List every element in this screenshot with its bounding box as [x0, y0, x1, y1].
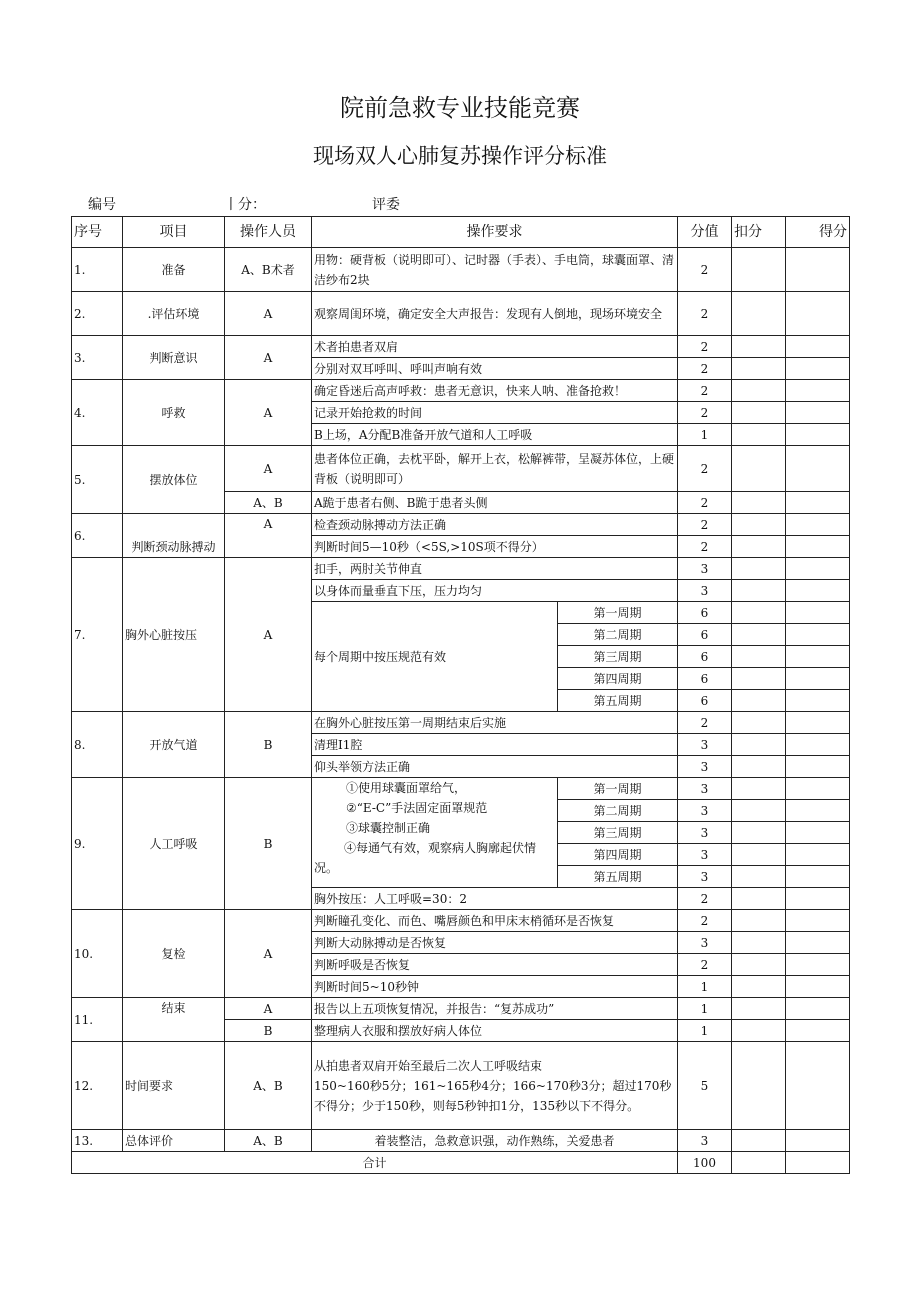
- item-cell: 时间要求: [123, 1042, 225, 1130]
- total-row: [72, 1152, 850, 1174]
- score-cell[interactable]: [786, 492, 850, 514]
- points-cell: 2: [678, 380, 732, 402]
- operator-cell: A: [225, 380, 312, 446]
- deduct-cell[interactable]: [732, 1042, 786, 1130]
- breathing-steps-cell: [312, 778, 558, 888]
- requirement-cell: 以身体而量垂直下压，压力均匀: [312, 580, 678, 602]
- deduct-cell[interactable]: [732, 536, 786, 558]
- breathing-step: ②“E-C”手法固定面罩规范: [346, 801, 488, 815]
- cycle-cell: 第一周期: [558, 778, 678, 800]
- requirement-cell: 判断瞳孔变化、而色、嘴唇颜色和甲床末梢循环是否恢复: [312, 910, 678, 932]
- item-cell: 开放气道: [123, 712, 225, 778]
- deduct-cell[interactable]: [732, 756, 786, 778]
- requirement-cell: 整理病人衣服和摆放好病人体位: [312, 1020, 678, 1042]
- points-cell: 2: [678, 292, 732, 336]
- requirement-cell: 观察周闺环境，确定安全大声报告：发现有人倒地，现场环境安全: [312, 292, 678, 336]
- points-cell: 3: [678, 800, 732, 822]
- score-cell[interactable]: [786, 1042, 850, 1130]
- header-score: 得分: [786, 217, 850, 248]
- requirement-cell: 清理I1腔: [312, 734, 678, 756]
- points-cell: 1: [678, 424, 732, 446]
- cycle-cell: 第四周期: [558, 844, 678, 866]
- time-requirement-line: 从拍患者双肩开始至最后二次人工呼吸结束: [314, 1058, 543, 1073]
- item-cell: 胸外心脏按压: [123, 558, 225, 712]
- requirement-cell: 患者体位正确，去枕平卧，解开上衣，松解裤带，呈凝苏体位，上硬背板（说明即可）: [312, 446, 678, 492]
- score-cell[interactable]: [786, 800, 850, 822]
- score-label: 丨分：: [224, 197, 266, 213]
- deduct-cell[interactable]: [732, 954, 786, 976]
- deduct-cell[interactable]: [732, 492, 786, 514]
- score-cell[interactable]: [786, 292, 850, 336]
- requirement-cell: 检查颈动脉搏动方法正确: [312, 514, 678, 536]
- table-row: [72, 446, 850, 492]
- points-cell: 6: [678, 624, 732, 646]
- total-points: 100: [678, 1152, 732, 1174]
- item-cell: 准备: [123, 248, 225, 292]
- operator-cell: B: [225, 712, 312, 778]
- cycle-cell: 第一周期: [558, 602, 678, 624]
- deduct-cell[interactable]: [732, 248, 786, 292]
- points-cell: 5: [678, 1042, 732, 1130]
- total-label: 合计: [72, 1152, 678, 1174]
- requirement-cell: 术者拍患者双肩: [312, 336, 678, 358]
- operator-cell: B: [225, 778, 312, 910]
- seq-cell: 12.: [72, 1042, 123, 1130]
- deduct-cell[interactable]: [732, 932, 786, 954]
- seq-cell: 2.: [72, 292, 123, 336]
- header-points: 分值: [678, 217, 732, 248]
- score-cell[interactable]: [786, 624, 850, 646]
- score-cell[interactable]: [786, 822, 850, 844]
- item-cell: 总体评价: [123, 1130, 225, 1152]
- cycle-cell: 第三周期: [558, 822, 678, 844]
- score-cell[interactable]: [786, 734, 850, 756]
- table-row: [72, 778, 850, 800]
- points-cell: 3: [678, 580, 732, 602]
- seq-cell: 8.: [72, 712, 123, 778]
- requirement-cell: 判断时间5—10秒（<5S,>10S项不得分）: [312, 536, 678, 558]
- points-cell: 3: [678, 778, 732, 800]
- operator-cell: B: [225, 1020, 312, 1042]
- seq-cell: 9.: [72, 778, 123, 910]
- score-cell[interactable]: [786, 712, 850, 734]
- points-cell: 2: [678, 514, 732, 536]
- requirement-cell: [312, 1042, 678, 1130]
- points-cell: 6: [678, 668, 732, 690]
- header-row: [72, 217, 850, 248]
- cycle-cell: 第五周期: [558, 690, 678, 712]
- cycle-cell: 第五周期: [558, 866, 678, 888]
- operator-cell: A: [225, 514, 312, 558]
- deduct-cell[interactable]: [732, 800, 786, 822]
- seq-cell: 3.: [72, 336, 123, 380]
- score-cell[interactable]: [786, 976, 850, 998]
- operator-cell: A: [225, 998, 312, 1020]
- item-cell: 摆放体位: [123, 446, 225, 514]
- header-deduct: 扣分: [732, 217, 786, 248]
- requirement-cell: 在胸外心脏按压第一周期结束后实施: [312, 712, 678, 734]
- points-cell: 2: [678, 712, 732, 734]
- score-cell[interactable]: [786, 336, 850, 358]
- cycle-cell: 第二周期: [558, 800, 678, 822]
- item-cell: 复检: [123, 910, 225, 998]
- deduct-cell[interactable]: [732, 910, 786, 932]
- points-cell: 3: [678, 1130, 732, 1152]
- requirement-cell: 报告以上五项恢复情况，并报告：“复苏成功”: [312, 998, 678, 1020]
- requirement-cell: 仰头举领方法正确: [312, 756, 678, 778]
- breathing-step: ③球囊控制正确: [346, 821, 431, 835]
- seq-cell: 6.: [72, 514, 123, 558]
- deduct-cell[interactable]: [732, 822, 786, 844]
- operator-cell: A: [225, 910, 312, 998]
- table-row: [72, 712, 850, 734]
- item-cell: .评估环境: [123, 292, 225, 336]
- operator-cell: A、B术者: [225, 248, 312, 292]
- points-cell: 1: [678, 976, 732, 998]
- deduct-cell[interactable]: [732, 514, 786, 536]
- requirement-cell: 着装整洁，急救意识强，动作熟练，关爱患者: [312, 1130, 678, 1152]
- deduct-cell[interactable]: [732, 998, 786, 1020]
- score-cell[interactable]: [786, 910, 850, 932]
- requirement-cell: 判断大动脉搏动是否恢复: [312, 932, 678, 954]
- points-cell: 2: [678, 910, 732, 932]
- seq-cell: 5.: [72, 446, 123, 514]
- operator-cell: A、B: [225, 1042, 312, 1130]
- table-row: [72, 292, 850, 336]
- table-row: [72, 1130, 850, 1152]
- score-cell[interactable]: [786, 558, 850, 580]
- total-score-cell[interactable]: [786, 1152, 850, 1174]
- score-cell[interactable]: [786, 778, 850, 800]
- deduct-cell[interactable]: [732, 646, 786, 668]
- total-deduct-cell[interactable]: [732, 1152, 786, 1174]
- seq-cell: 7.: [72, 558, 123, 712]
- seq-cell: 4.: [72, 380, 123, 446]
- score-cell[interactable]: [786, 866, 850, 888]
- cycle-cell: 第三周期: [558, 646, 678, 668]
- score-cell[interactable]: [786, 998, 850, 1020]
- points-cell: 3: [678, 734, 732, 756]
- operator-cell: A、B: [225, 1130, 312, 1152]
- deduct-cell[interactable]: [732, 358, 786, 380]
- operator-cell: A、B: [225, 492, 312, 514]
- table-row: [72, 514, 850, 536]
- score-cell[interactable]: [786, 248, 850, 292]
- points-cell: 3: [678, 558, 732, 580]
- points-cell: 2: [678, 888, 732, 910]
- item-cell: 判断意识: [123, 336, 225, 380]
- item-cell: 结束: [123, 998, 225, 1042]
- header-seq: 序号: [72, 217, 123, 248]
- score-cell[interactable]: [786, 580, 850, 602]
- requirement-cell: B上场，A分配B准备开放气道和人工呼吸: [312, 424, 678, 446]
- breathing-step: ①使用球囊面罩给气，: [346, 781, 467, 795]
- number-label: 编号: [88, 197, 116, 213]
- score-cell[interactable]: [786, 844, 850, 866]
- points-cell: 3: [678, 822, 732, 844]
- scoring-table: [71, 216, 850, 1174]
- deduct-cell[interactable]: [732, 580, 786, 602]
- table-row: [72, 380, 850, 402]
- requirement-cell: A跪于患者右侧、B跪于患者头侧: [312, 492, 678, 514]
- score-cell[interactable]: [786, 690, 850, 712]
- points-cell: 3: [678, 866, 732, 888]
- seq-cell: 10.: [72, 910, 123, 998]
- table-row: [72, 558, 850, 580]
- header-item: 项目: [123, 217, 225, 248]
- points-cell: 2: [678, 358, 732, 380]
- points-cell: 2: [678, 954, 732, 976]
- requirement-cell: 判断呼吸是否恢复: [312, 954, 678, 976]
- points-cell: 3: [678, 844, 732, 866]
- operator-cell: A: [225, 336, 312, 380]
- table-row: [72, 1042, 850, 1130]
- item-cell: 判断颈动脉搏动: [123, 514, 225, 558]
- score-cell[interactable]: [786, 380, 850, 402]
- seq-cell: 1.: [72, 248, 123, 292]
- seq-cell: 11.: [72, 998, 123, 1042]
- time-requirement-line: 150~160秒5分；161~165秒4分；166~170秒3分；超过170秒不得分；少于150秒，则每5秒钟扣1分，135秒以下不得分。: [314, 1078, 672, 1113]
- score-cell[interactable]: [786, 402, 850, 424]
- deduct-cell[interactable]: [732, 976, 786, 998]
- deduct-cell[interactable]: [732, 734, 786, 756]
- score-cell[interactable]: [786, 424, 850, 446]
- score-cell[interactable]: [786, 932, 850, 954]
- requirement-cell: 胸外按压：人工呼吸=30：2: [312, 888, 678, 910]
- cycle-cell: 第二周期: [558, 624, 678, 646]
- seq-cell: 13.: [72, 1130, 123, 1152]
- deduct-cell[interactable]: [732, 624, 786, 646]
- deduct-cell[interactable]: [732, 424, 786, 446]
- deduct-cell[interactable]: [732, 668, 786, 690]
- deduct-cell[interactable]: [732, 292, 786, 336]
- points-cell: 6: [678, 602, 732, 624]
- deduct-cell[interactable]: [732, 402, 786, 424]
- deduct-cell[interactable]: [732, 778, 786, 800]
- deduct-cell[interactable]: [732, 446, 786, 492]
- points-cell: 1: [678, 998, 732, 1020]
- item-cell: 呼救: [123, 380, 225, 446]
- score-cell[interactable]: [786, 446, 850, 492]
- table-row: [72, 248, 850, 292]
- requirement-cell: 确定昏迷后高声呼救：患者无意识，快来人呐、准备抢救！: [312, 380, 678, 402]
- points-cell: 2: [678, 402, 732, 424]
- header-operator: 操作人员: [225, 217, 312, 248]
- requirement-cell: 扣手，两肘关节伸直: [312, 558, 678, 580]
- requirement-cell: 每个周期中按压规范有效: [312, 602, 558, 712]
- points-cell: 1: [678, 1020, 732, 1042]
- score-cell[interactable]: [786, 668, 850, 690]
- deduct-cell[interactable]: [732, 602, 786, 624]
- deduct-cell[interactable]: [732, 866, 786, 888]
- operator-cell: A: [225, 446, 312, 492]
- operator-cell: A: [225, 292, 312, 336]
- score-cell[interactable]: [786, 888, 850, 910]
- requirement-cell: 记录开始抢救的时间: [312, 402, 678, 424]
- item-cell: 人工呼吸: [123, 778, 225, 910]
- points-cell: 2: [678, 248, 732, 292]
- score-cell[interactable]: [786, 514, 850, 536]
- score-cell[interactable]: [786, 1130, 850, 1152]
- deduct-cell[interactable]: [732, 558, 786, 580]
- page-title: 院前急救专业技能竞赛: [340, 94, 580, 122]
- judge-label: 评委: [372, 197, 400, 213]
- points-cell: 2: [678, 536, 732, 558]
- deduct-cell[interactable]: [732, 712, 786, 734]
- deduct-cell[interactable]: [732, 1020, 786, 1042]
- points-cell: 6: [678, 690, 732, 712]
- score-cell[interactable]: [786, 646, 850, 668]
- table-row: [72, 910, 850, 932]
- header-requirement: 操作要求: [312, 217, 678, 248]
- score-cell[interactable]: [786, 954, 850, 976]
- score-cell[interactable]: [786, 756, 850, 778]
- deduct-cell[interactable]: [732, 1130, 786, 1152]
- score-cell[interactable]: [786, 602, 850, 624]
- score-cell[interactable]: [786, 358, 850, 380]
- points-cell: 3: [678, 756, 732, 778]
- score-cell[interactable]: [786, 536, 850, 558]
- operator-cell: A: [225, 558, 312, 712]
- points-cell: 3: [678, 932, 732, 954]
- requirement-cell: 判断时间5~10秒钟: [312, 976, 678, 998]
- requirement-cell: 用物：硬背板（说明即可）、记时器（手表）、手电筒，球囊面罩、清洁纱布2块: [312, 248, 678, 292]
- cycle-cell: 第四周期: [558, 668, 678, 690]
- requirement-cell: 分别对双耳呼叫、呼叫声响有效: [312, 358, 678, 380]
- deduct-cell[interactable]: [732, 380, 786, 402]
- deduct-cell[interactable]: [732, 888, 786, 910]
- points-cell: 6: [678, 646, 732, 668]
- page-subtitle: 现场双人心肺复苏操作评分标准: [313, 144, 607, 168]
- table-row: [72, 998, 850, 1020]
- deduct-cell[interactable]: [732, 844, 786, 866]
- deduct-cell[interactable]: [732, 690, 786, 712]
- points-cell: 2: [678, 336, 732, 358]
- points-cell: 2: [678, 446, 732, 492]
- points-cell: 2: [678, 492, 732, 514]
- deduct-cell[interactable]: [732, 336, 786, 358]
- table-row: [72, 336, 850, 358]
- score-cell[interactable]: [786, 1020, 850, 1042]
- breathing-step: ④每通气有效，观察病人胸廓起伏情况。: [314, 841, 537, 875]
